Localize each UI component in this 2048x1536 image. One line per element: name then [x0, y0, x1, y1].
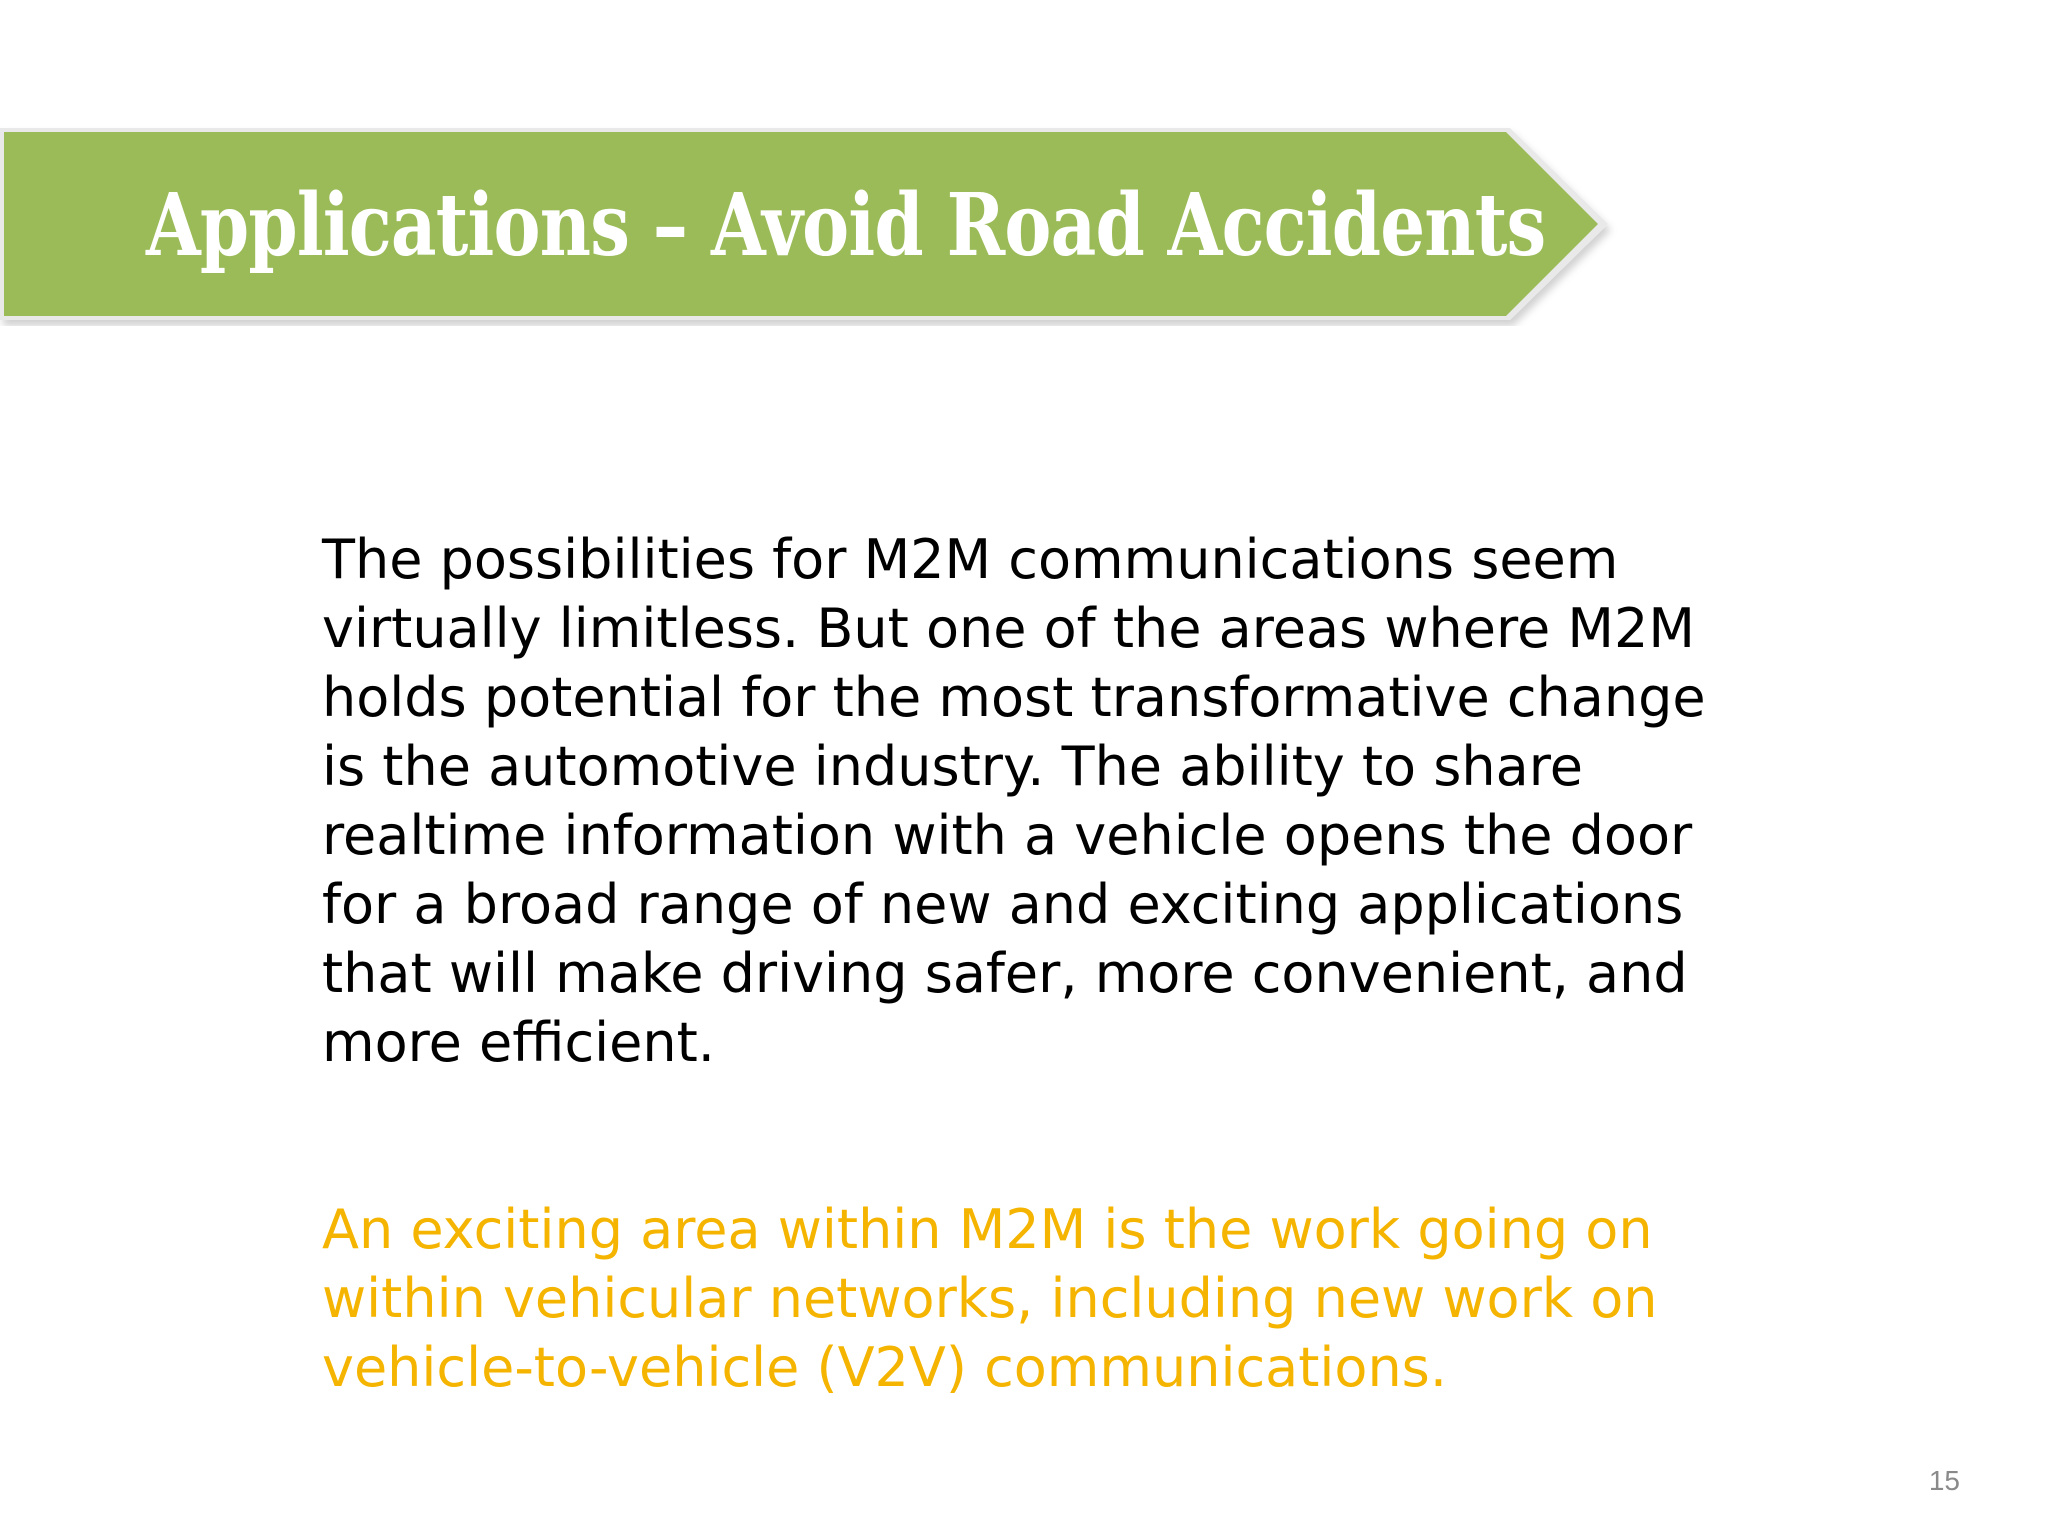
body-paragraph: The possibilities for M2M communications seem virtually limitless. But one of the areas where M2M holds potential for the most transformative change is the automotive industry. The ability to share realtime information with a vehicle opens the door for a broad range of new and exciting applications that will make driving safer, more convenient, and more efficient.: [322, 528, 1706, 1074]
page-number: 15: [1928, 1465, 1960, 1496]
page-title: Applications – Avoid Road Accidents: [146, 175, 1546, 276]
highlight-paragraph: An exciting area within M2M is the work going on within vehicular networks, including new work on vehicle-to-vehicle (V2V) communications.: [322, 1198, 1658, 1399]
title-banner: [0, 126, 1620, 326]
